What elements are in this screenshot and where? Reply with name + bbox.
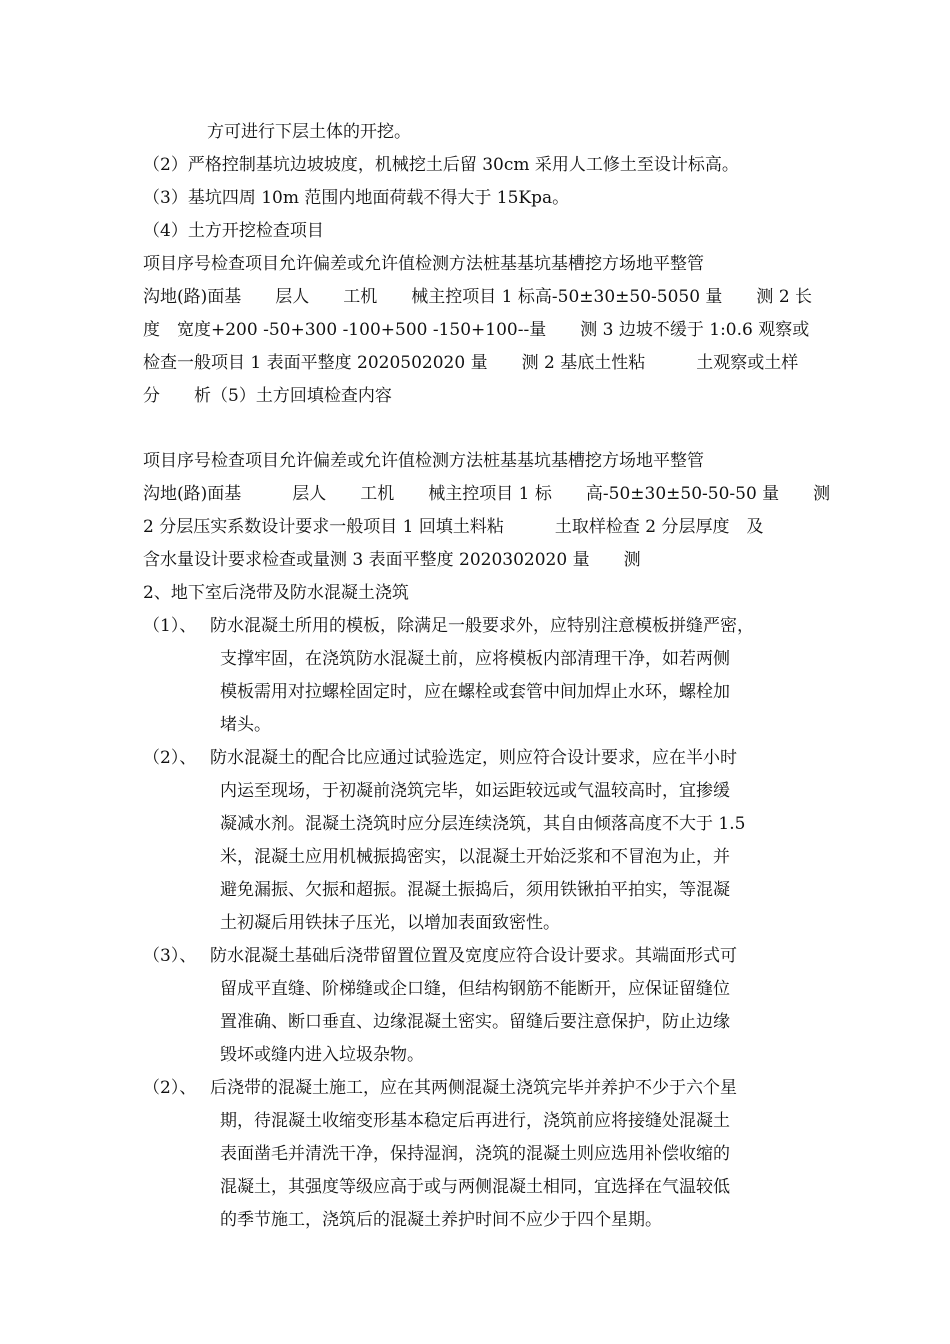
paragraph-line: 混凝土，其强度等级应高于或与两侧混凝土相同，宜选择在气温较低 xyxy=(220,1177,730,1197)
paragraph-line: 防水混凝土所用的模板，除满足一般要求外，应特别注意模板拼缝严密， xyxy=(210,616,754,636)
table-line: 度 宽度+200 -50+300 -100+500 -150+100--量 测 3 边坡不缓于 1:0.6 观察或 xyxy=(143,320,810,340)
paragraph-label: （1）、 xyxy=(143,616,197,636)
paragraph-line: 毁坏或缝内进入垃圾杂物。 xyxy=(220,1045,424,1065)
paragraph-line: 期，待混凝土收缩变形基本稳定后再进行，浇筑前应将接缝处混凝土 xyxy=(220,1111,730,1131)
paragraph-line: 防水混凝土的配合比应通过试验选定，则应符合设计要求，应在半小时 xyxy=(210,748,737,768)
list-item-4: （4）土方开挖检查项目 xyxy=(143,221,324,241)
paragraph-line: 土初凝后用铁抹子压光，以增加表面致密性。 xyxy=(220,913,560,933)
paragraph-line: 堵头。 xyxy=(220,715,271,735)
paragraph-line: 米，混凝土应用机械振捣密实，以混凝土开始泛浆和不冒泡为止，并 xyxy=(220,847,730,867)
paragraph-line: 置准确、断口垂直、边缘混凝土密实。留缝后要注意保护，防止边缘 xyxy=(220,1012,730,1032)
paragraph-line: 支撑牢固，在浇筑防水混凝土前，应将模板内部清理干净，如若两侧 xyxy=(220,649,730,669)
intro-line: 方可进行下层土体的开挖。 xyxy=(207,122,411,142)
section-heading: 2、地下室后浇带及防水混凝土浇筑 xyxy=(143,583,409,603)
paragraph-line: 防水混凝土基础后浇带留置位置及宽度应符合设计要求。其端面形式可 xyxy=(210,946,737,966)
table-line: 沟地(路)面基 层人 工机 械主控项目 1 标高-50±30±50-5050 量 测 2 长 xyxy=(143,287,813,307)
table-line: 项目序号检查项目允许偏差或允许值检测方法桩基基坑基槽挖方场地平整管 xyxy=(143,254,704,274)
paragraph-line: 表面凿毛并清洗干净，保持湿润，浇筑的混凝土则应选用补偿收缩的 xyxy=(220,1144,730,1164)
paragraph-label: （2）、 xyxy=(143,748,197,768)
paragraph-line: 凝减水剂。混凝土浇筑时应分层连续浇筑，其自由倾落高度不大于 1.5 xyxy=(220,814,746,834)
paragraph-line: 内运至现场，于初凝前浇筑完毕，如运距较远或气温较高时，宜掺缓 xyxy=(220,781,730,801)
paragraph-line: 后浇带的混凝土施工，应在其两侧混凝土浇筑完毕并养护不少于六个星 xyxy=(210,1078,737,1098)
table-line: 检查一般项目 1 表面平整度 2020502020 量 测 2 基底土性粘 土观察或土样 xyxy=(143,353,799,373)
table-line: 沟地(路)面基 层人 工机 械主控项目 1 标 高-50±30±50-50-50 量 测 xyxy=(143,484,831,504)
paragraph-line: 模板需用对拉螺栓固定时，应在螺栓或套管中间加焊止水环，螺栓加 xyxy=(220,682,730,702)
paragraph-line: 的季节施工，浇筑后的混凝土养护时间不应少于四个星期。 xyxy=(220,1210,662,1230)
table-line: 含水量设计要求检查或量测 3 表面平整度 2020302020 量 测 xyxy=(143,550,641,570)
paragraph-label: （3）、 xyxy=(143,946,197,966)
paragraph-label: （2）、 xyxy=(143,1078,197,1098)
table-line: 2 分层压实系数设计要求一般项目 1 回填土料粘 土取样检查 2 分层厚度 及 xyxy=(143,517,764,537)
list-item-2: （2）严格控制基坑边坡坡度，机械挖土后留 30cm 采用人工修土至设计标高。 xyxy=(143,155,739,175)
paragraph-line: 留成平直缝、阶梯缝或企口缝，但结构钢筋不能断开，应保证留缝位 xyxy=(220,979,730,999)
table-line: 项目序号检查项目允许偏差或允许值检测方法桩基基坑基槽挖方场地平整管 xyxy=(143,451,704,471)
paragraph-line: 避免漏振、欠振和超振。混凝土振捣后，须用铁锹拍平拍实，等混凝 xyxy=(220,880,730,900)
table-line: 分 析（5）土方回填检查内容 xyxy=(143,386,392,406)
list-item-3: （3）基坑四周 10m 范围内地面荷载不得大于 15Kpa。 xyxy=(143,188,570,208)
